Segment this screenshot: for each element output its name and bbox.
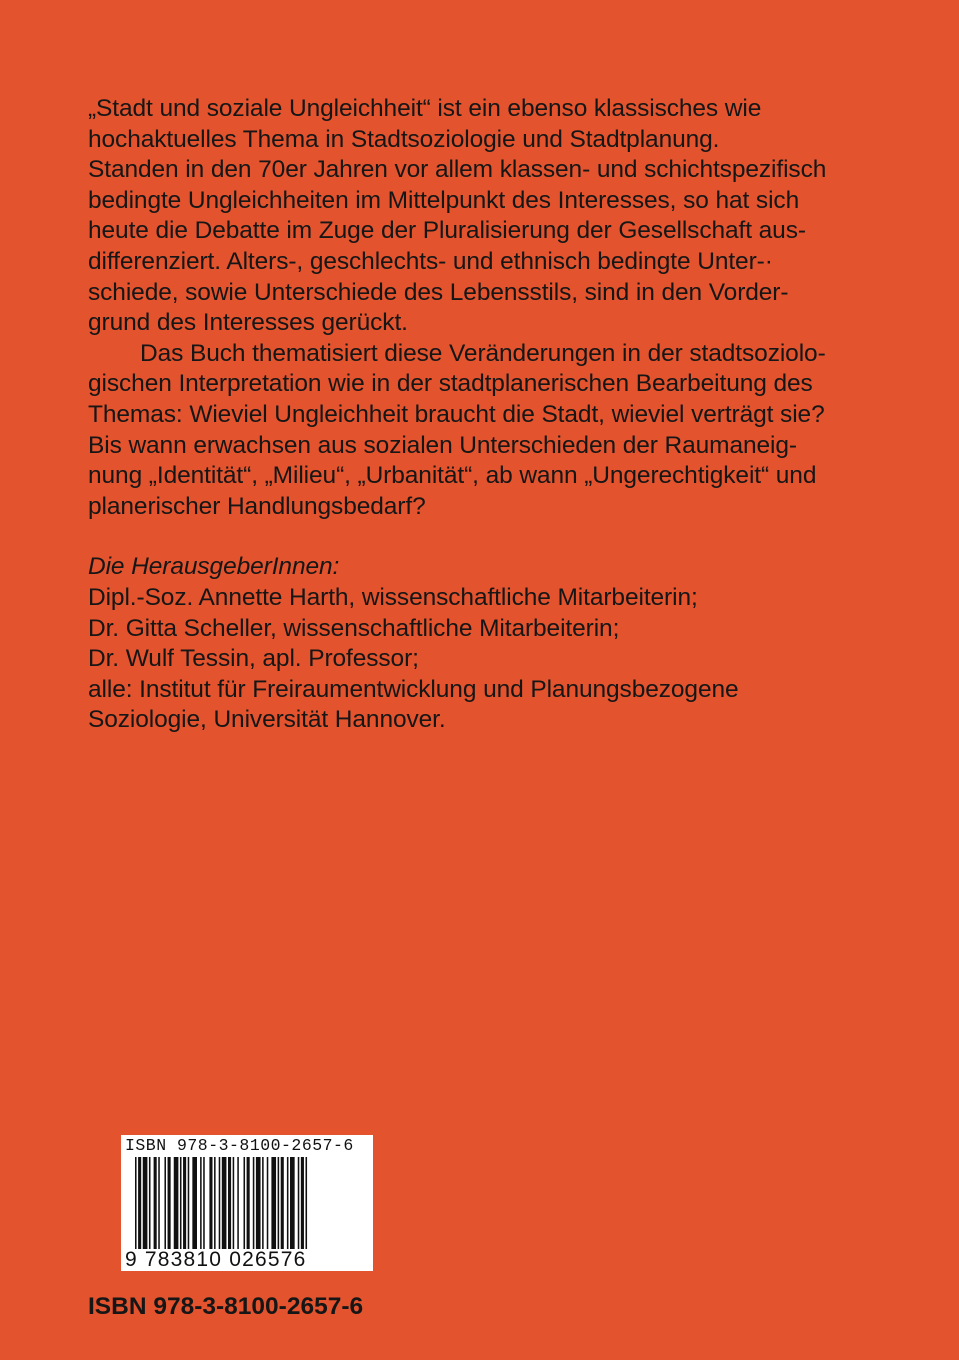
barcode-isbn-label: ISBN 978-3-8100-2657-6 xyxy=(125,1136,354,1155)
editor-line: Dr. Wulf Tessin, apl. Professor; xyxy=(88,645,419,673)
text-line: Bis wann erwachsen aus sozialen Unterschieden der Raumaneig- xyxy=(88,431,797,459)
editor-line: Soziologie, Universität Hannover. xyxy=(88,706,446,734)
paragraph-gap xyxy=(88,522,858,552)
blurb-text xyxy=(88,94,858,736)
text-line: gischen Interpretation wie in der stadtplanerischen Bearbeitung des xyxy=(88,370,813,398)
text-line: schiede, sowie Unterschiede des Lebensstils, sind in den Vorder- xyxy=(88,278,789,306)
text-line: nung „Identität“, „Milieu“, „Urbanität“, ab wann „Ungerechtigkeit“ und xyxy=(88,462,817,490)
paragraph-1 xyxy=(88,94,858,339)
editors-heading: Die HerausgeberInnen: xyxy=(88,553,340,581)
barcode-digits: 9 783810 026576 xyxy=(125,1248,307,1271)
barcode xyxy=(121,1135,373,1271)
text-line: Standen in den 70er Jahren vor allem klassen- und schichtspezifisch xyxy=(88,156,827,184)
editor-line: Dipl.-Soz. Annette Harth, wissenschaftliche Mitarbeiterin; xyxy=(88,583,698,611)
editor-line: alle: Institut für Freiraumentwicklung und Planungsbezogene xyxy=(88,675,739,703)
text-line: bedingte Ungleichheiten im Mittelpunkt des Interesses, so hat sich xyxy=(88,186,800,214)
text-line: grund des Interesses gerückt. xyxy=(88,309,408,337)
text-line: Das Buch thematisiert diese Veränderungen in der stadtsoziolo- xyxy=(140,339,826,367)
paragraph-2 xyxy=(88,339,858,523)
text-line: hochaktuelles Thema in Stadtsoziologie und Stadtplanung. xyxy=(88,125,720,153)
text-line: „Stadt und soziale Ungleichheit“ ist ein ebenso klassisches wie xyxy=(88,95,762,122)
text-line: planerischer Handlungsbedarf? xyxy=(88,492,426,520)
editors-section xyxy=(88,552,858,736)
isbn-text: ISBN 978-3-8100-2657-6 xyxy=(88,1293,364,1320)
text-line: heute die Debatte im Zuge der Pluralisierung der Gesellschaft aus- xyxy=(88,217,806,245)
text-line: differenziert. Alters-, geschlechts- und ethnisch bedingte Unter-· xyxy=(88,247,773,275)
editor-line: Dr. Gitta Scheller, wissenschaftliche Mitarbeiterin; xyxy=(88,614,620,642)
barcode-bars-icon xyxy=(121,1157,373,1249)
text-line: Themas: Wieviel Ungleichheit braucht die Stadt, wieviel verträgt sie? xyxy=(88,400,825,428)
